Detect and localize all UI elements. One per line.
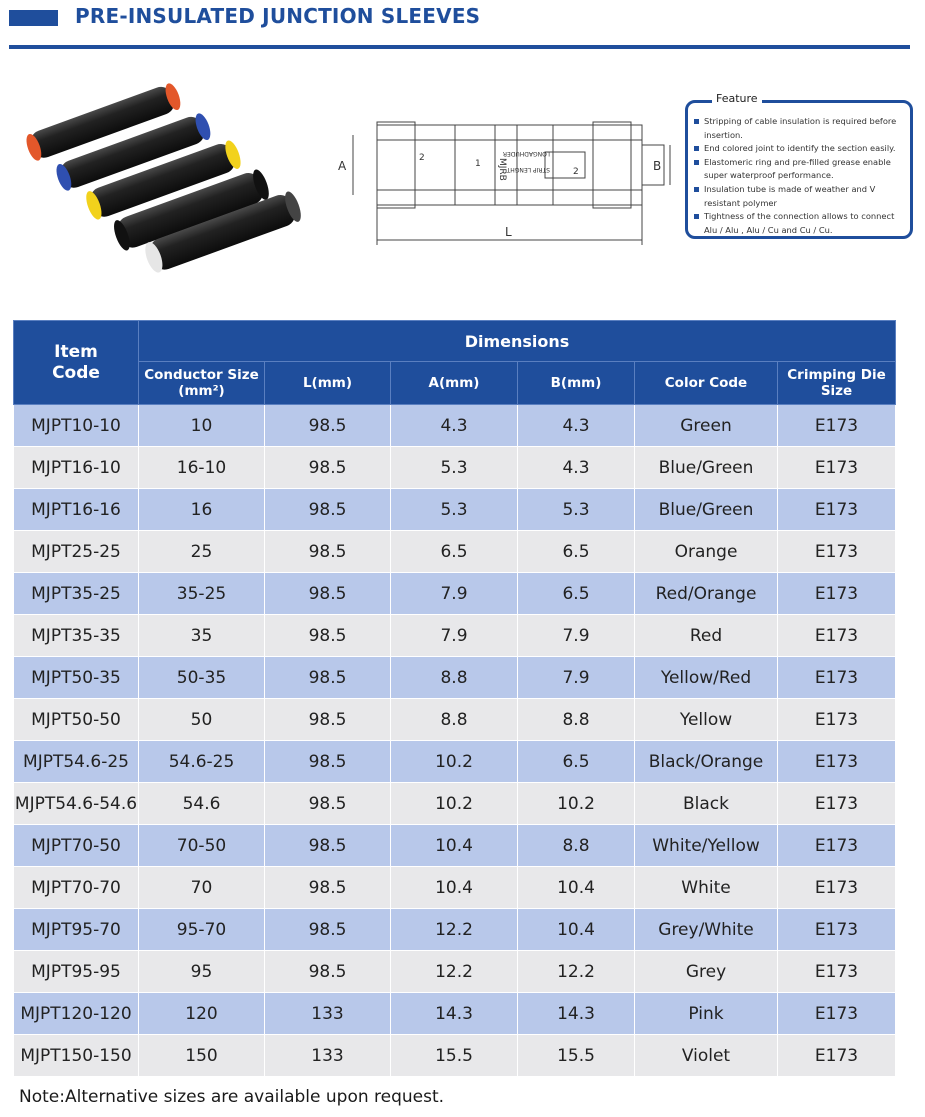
item-code-cell: MJPT35-35 — [14, 615, 139, 657]
product-photo — [12, 68, 322, 280]
feature-text: Insulation tube is made of weather and V resistant polymer — [704, 183, 876, 208]
b-cell: 12.2 — [518, 951, 635, 993]
conductor-size-cell: 120 — [139, 993, 265, 1035]
color-code-cell: Black/Orange — [635, 741, 778, 783]
color-code-cell: White/Yellow — [635, 825, 778, 867]
b-cell: 8.8 — [518, 825, 635, 867]
table-row — [14, 951, 896, 993]
crimping-die-cell: E173 — [778, 951, 896, 993]
crimping-die-cell: E173 — [778, 993, 896, 1035]
conductor-size-cell: 35 — [139, 615, 265, 657]
bullet-icon — [694, 146, 699, 151]
l-cell: 98.5 — [265, 489, 391, 531]
feature-text: End colored joint to identify the section easily. — [704, 143, 896, 154]
crimping-die-cell: E173 — [778, 699, 896, 741]
label-box — [545, 152, 585, 178]
a-cell: 6.5 — [391, 531, 518, 573]
table-row — [14, 447, 896, 489]
item-code-cell: MJPT25-25 — [14, 531, 139, 573]
feature-text: Stripping of cable insulation is required before insertion. — [704, 116, 897, 140]
feature-item — [694, 142, 904, 156]
crimping-die-cell: E173 — [778, 573, 896, 615]
a-cell: 10.2 — [391, 783, 518, 825]
conductor-size-cell: 35-25 — [139, 573, 265, 615]
left-collar — [377, 122, 415, 208]
b-cell: 5.3 — [518, 489, 635, 531]
crimping-die-cell: E173 — [778, 531, 896, 573]
a-cell: 10.4 — [391, 825, 518, 867]
bullet-icon — [694, 160, 699, 165]
a-cell: 4.3 — [391, 405, 518, 447]
crimping-die-cell: E173 — [778, 741, 896, 783]
a-header: A(mm) — [391, 362, 518, 405]
num-mid: 1 — [475, 159, 481, 169]
header-row-top — [14, 321, 896, 362]
crimping-die-cell: E173 — [778, 447, 896, 489]
header-rule — [9, 45, 910, 49]
table-row — [14, 993, 896, 1035]
crimp-header-line1: Crimping Die — [787, 367, 886, 383]
a-cell: 5.3 — [391, 489, 518, 531]
item-code-cell: MJPT95-70 — [14, 909, 139, 951]
conductor-size-cell: 95-70 — [139, 909, 265, 951]
table-row — [14, 405, 896, 447]
long-label: LONGADHUDER — [502, 150, 550, 157]
feature-item — [694, 156, 904, 183]
l-cell: 98.5 — [265, 573, 391, 615]
a-cell: 10.2 — [391, 741, 518, 783]
crimping-die-cell: E173 — [778, 909, 896, 951]
spec-table — [13, 320, 896, 1077]
label-a: A — [338, 159, 347, 173]
crimping-die-cell: E173 — [778, 783, 896, 825]
color-code-cell: Green — [635, 405, 778, 447]
num-right: 2 — [573, 167, 579, 177]
right-collar — [593, 122, 631, 208]
item-code-header-line1: Item — [54, 341, 98, 362]
table-row — [14, 531, 896, 573]
note-text: Note:Alternative sizes are available upon request. — [19, 1087, 445, 1107]
color-code-cell: Yellow/Red — [635, 657, 778, 699]
page-title: PRE-INSULATED JUNCTION SLEEVES — [75, 4, 481, 28]
color-code-cell: Red — [635, 615, 778, 657]
color-code-cell: Yellow — [635, 699, 778, 741]
crimping-die-cell: E173 — [778, 825, 896, 867]
table-row — [14, 573, 896, 615]
b-cell: 8.8 — [518, 699, 635, 741]
item-code-cell: MJPT54.6-54.6 — [14, 783, 139, 825]
item-code-cell: MJPT150-150 — [14, 1035, 139, 1077]
l-cell: 98.5 — [265, 909, 391, 951]
color-code-cell: Grey/White — [635, 909, 778, 951]
conductor-size-cell: 16-10 — [139, 447, 265, 489]
color-code-cell: Red/Orange — [635, 573, 778, 615]
crimping-die-cell: E173 — [778, 489, 896, 531]
l-cell: 98.5 — [265, 825, 391, 867]
item-code-cell: MJPT16-16 — [14, 489, 139, 531]
item-code-cell: MJPT50-50 — [14, 699, 139, 741]
label-l: L — [505, 225, 512, 239]
conductor-header-line2: (mm²) — [178, 383, 225, 399]
conductor-header-line1: Conductor Size — [144, 367, 259, 383]
feature-list — [688, 103, 910, 237]
crimping-die-cell: E173 — [778, 405, 896, 447]
table-row — [14, 783, 896, 825]
crimping-die-cell: E173 — [778, 615, 896, 657]
item-code-cell: MJPT95-95 — [14, 951, 139, 993]
num-left: 2 — [419, 153, 425, 163]
strip-label: STRIP LENGHT — [506, 166, 550, 173]
color-code-cell: Violet — [635, 1035, 778, 1077]
bullet-icon — [694, 187, 699, 192]
feature-box — [685, 92, 913, 239]
color-code-cell: White — [635, 867, 778, 909]
table-row — [14, 867, 896, 909]
dimensions-header: Dimensions — [139, 321, 896, 362]
l-cell: 98.5 — [265, 447, 391, 489]
conductor-size-cell: 10 — [139, 405, 265, 447]
b-cell: 10.4 — [518, 867, 635, 909]
color-code-cell: Blue/Green — [635, 447, 778, 489]
item-code-header — [14, 321, 139, 405]
conductor-size-cell: 150 — [139, 1035, 265, 1077]
table-row — [14, 741, 896, 783]
l-cell: 133 — [265, 993, 391, 1035]
a-cell: 12.2 — [391, 909, 518, 951]
table-row — [14, 1035, 896, 1077]
b-cell: 7.9 — [518, 615, 635, 657]
a-cell: 8.8 — [391, 657, 518, 699]
conductor-size-cell: 50-35 — [139, 657, 265, 699]
b-cell: 6.5 — [518, 573, 635, 615]
l-cell: 98.5 — [265, 657, 391, 699]
l-cell: 98.5 — [265, 951, 391, 993]
b-cell: 6.5 — [518, 531, 635, 573]
bullet-icon — [694, 119, 699, 124]
crimping-die-cell: E173 — [778, 867, 896, 909]
crimping-die-cell: E173 — [778, 657, 896, 699]
l-cell: 98.5 — [265, 741, 391, 783]
l-cell: 133 — [265, 1035, 391, 1077]
feature-text: Tightness of the connection allows to connect Alu / Alu , Alu / Cu and Cu / Cu. — [704, 211, 895, 235]
crimp-header-line2: Size — [820, 383, 853, 399]
item-code-cell: MJPT120-120 — [14, 993, 139, 1035]
feature-title: Feature — [712, 92, 762, 105]
conductor-size-cell: 25 — [139, 531, 265, 573]
feature-item — [694, 210, 904, 237]
table-row — [14, 489, 896, 531]
item-code-cell: MJPT54.6-25 — [14, 741, 139, 783]
table-row — [14, 909, 896, 951]
b-cell: 4.3 — [518, 447, 635, 489]
crimping-die-cell: E173 — [778, 1035, 896, 1077]
conductor-size-cell: 50 — [139, 699, 265, 741]
conductor-size-cell: 70-50 — [139, 825, 265, 867]
feature-item — [694, 115, 904, 142]
l-header: L(mm) — [265, 362, 391, 405]
header-row-columns — [14, 362, 896, 405]
l-cell: 98.5 — [265, 615, 391, 657]
item-code-cell: MJPT70-70 — [14, 867, 139, 909]
conductor-size-header — [139, 362, 265, 405]
b-cell: 15.5 — [518, 1035, 635, 1077]
conductor-size-cell: 54.6 — [139, 783, 265, 825]
header-accent-bar — [9, 10, 58, 26]
feature-item — [694, 183, 904, 210]
label-b: B — [653, 159, 662, 173]
technical-drawing — [335, 100, 680, 250]
b-cell: 10.2 — [518, 783, 635, 825]
table-row — [14, 825, 896, 867]
conductor-size-cell: 16 — [139, 489, 265, 531]
a-cell: 7.9 — [391, 615, 518, 657]
crimping-die-header — [778, 362, 896, 405]
brand-mark: MJRB — [497, 158, 507, 181]
table-row — [14, 699, 896, 741]
color-code-cell: Grey — [635, 951, 778, 993]
b-cell: 4.3 — [518, 405, 635, 447]
bullet-icon — [694, 214, 699, 219]
b-header: B(mm) — [518, 362, 635, 405]
a-cell: 8.8 — [391, 699, 518, 741]
a-cell: 5.3 — [391, 447, 518, 489]
l-cell: 98.5 — [265, 699, 391, 741]
body-outline — [377, 125, 642, 205]
table-row — [14, 615, 896, 657]
item-code-cell: MJPT50-35 — [14, 657, 139, 699]
table-row — [14, 657, 896, 699]
l-cell: 98.5 — [265, 783, 391, 825]
color-code-cell: Black — [635, 783, 778, 825]
color-code-cell: Pink — [635, 993, 778, 1035]
b-cell: 10.4 — [518, 909, 635, 951]
b-cell: 6.5 — [518, 741, 635, 783]
l-cell: 98.5 — [265, 405, 391, 447]
color-code-header: Color Code — [635, 362, 778, 405]
feature-text: Elastomeric ring and pre-filled grease enable super waterproof performance. — [704, 156, 891, 181]
item-code-cell: MJPT35-25 — [14, 573, 139, 615]
conductor-size-cell: 70 — [139, 867, 265, 909]
item-code-cell: MJPT70-50 — [14, 825, 139, 867]
a-cell: 10.4 — [391, 867, 518, 909]
color-code-cell: Orange — [635, 531, 778, 573]
a-cell: 7.9 — [391, 573, 518, 615]
l-cell: 98.5 — [265, 531, 391, 573]
color-code-cell: Blue/Green — [635, 489, 778, 531]
item-code-header-line2: Code — [52, 362, 100, 383]
a-cell: 12.2 — [391, 951, 518, 993]
item-code-cell: MJPT16-10 — [14, 447, 139, 489]
a-cell: 15.5 — [391, 1035, 518, 1077]
item-code-cell: MJPT10-10 — [14, 405, 139, 447]
conductor-size-cell: 95 — [139, 951, 265, 993]
b-cell: 14.3 — [518, 993, 635, 1035]
a-cell: 14.3 — [391, 993, 518, 1035]
conductor-size-cell: 54.6-25 — [139, 741, 265, 783]
l-cell: 98.5 — [265, 867, 391, 909]
b-cell: 7.9 — [518, 657, 635, 699]
